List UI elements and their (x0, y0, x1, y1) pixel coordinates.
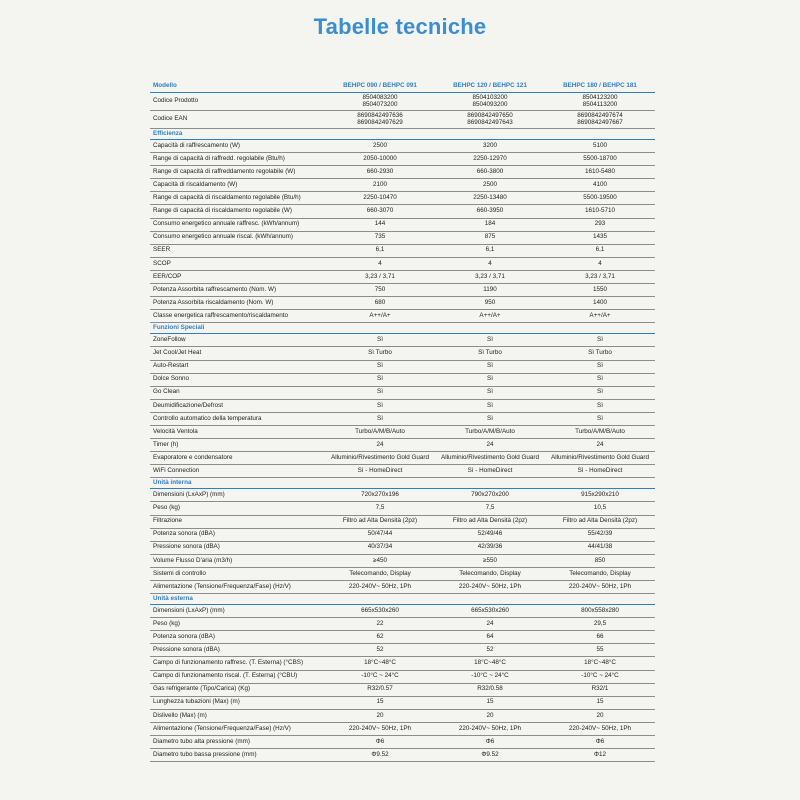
table-row (150, 567, 655, 580)
value-line: 8504123200 (582, 93, 618, 101)
row-value-model-2 (435, 111, 545, 129)
table-row (150, 310, 655, 323)
row-value-model-2: 18°C~48°C (435, 657, 545, 670)
row-label: Alimentazione (Tensione/Frequenza/Fase) (Hz/V) (150, 722, 325, 735)
row-label: Jet Cool/Jet Heat (150, 347, 325, 360)
row-value-model-1: -10°C ~ 24°C (325, 670, 435, 683)
row-label: WiFi Connection (150, 465, 325, 478)
row-value-model-3: 4 (545, 257, 655, 270)
row-value-model-3: A++/A+ (545, 310, 655, 323)
row-value-model-1: 2050-10000 (325, 153, 435, 166)
row-value-model-1: 3,23 / 3,71 (325, 270, 435, 283)
row-value-model-3: 1610-5480 (545, 166, 655, 179)
row-value-model-2: Sì - HomeDirect (435, 465, 545, 478)
table-row (150, 360, 655, 373)
row-value-model-2: 2250-13480 (435, 192, 545, 205)
row-value-model-2: 665x530x260 (435, 605, 545, 618)
row-value-model-2: 42/39/36 (435, 541, 545, 554)
row-value-model-2: 6,1 (435, 244, 545, 257)
row-label: Filtrazione (150, 515, 325, 528)
table-row (150, 618, 655, 631)
row-value-model-2: 7,5 (435, 502, 545, 515)
section-title: Funzioni Speciali (150, 323, 655, 334)
table-row (150, 111, 655, 129)
row-value-model-1: Alluminio/Rivestimento Gold Guard (325, 452, 435, 465)
section-header (150, 323, 655, 334)
table-row (150, 631, 655, 644)
row-value-model-2: 875 (435, 231, 545, 244)
row-label: Capacità di raffrescamento (W) (150, 140, 325, 153)
row-value-model-2: 2500 (435, 179, 545, 192)
row-value-model-1: Sì (325, 386, 435, 399)
row-value-model-2: R32/0.58 (435, 683, 545, 696)
row-value-model-3: 800x558x280 (545, 605, 655, 618)
table-row (150, 284, 655, 297)
column-header-model-3: BEHPC 180 / BEHPC 181 (545, 80, 655, 93)
row-value-model-1: ≥450 (325, 554, 435, 567)
table-row (150, 179, 655, 192)
row-value-model-1: Telecomando, Display (325, 567, 435, 580)
row-value-model-2: Sì (435, 399, 545, 412)
column-header-model-2: BEHPC 120 / BEHPC 121 (435, 80, 545, 93)
row-value-model-1: 735 (325, 231, 435, 244)
row-value-model-2: 660-3950 (435, 205, 545, 218)
row-value-model-1: 40/37/34 (325, 541, 435, 554)
value-line: 8504073200 (362, 100, 398, 108)
row-value-model-1: Sì Turbo (325, 347, 435, 360)
row-label: Codice EAN (150, 111, 325, 129)
row-value-model-2: 950 (435, 297, 545, 310)
row-label: Auto-Restart (150, 360, 325, 373)
row-label: Diametro tubo alta pressione (mm) (150, 736, 325, 749)
value-line: 8690842497674 (577, 111, 623, 119)
table-row (150, 644, 655, 657)
row-value-model-3: 220-240V~ 50Hz, 1Ph (545, 581, 655, 594)
row-value-model-1: 720x270x196 (325, 489, 435, 502)
row-value-model-2: Sì (435, 360, 545, 373)
row-value-model-1: 750 (325, 284, 435, 297)
column-header-model: Modello (150, 80, 325, 93)
row-value-model-3: Φ12 (545, 749, 655, 762)
table-row (150, 297, 655, 310)
table-row (150, 722, 655, 735)
row-label: Dimensioni (LxAxP) (mm) (150, 489, 325, 502)
row-value-model-3: 5500-18700 (545, 153, 655, 166)
row-value-model-3: Sì - HomeDirect (545, 465, 655, 478)
row-value-model-2: 660-3800 (435, 166, 545, 179)
row-value-model-1: Filtro ad Alta Densità (2pz) (325, 515, 435, 528)
row-value-model-3: 20 (545, 709, 655, 722)
value-line: 8690842497636 (357, 111, 403, 119)
row-value-model-2: Φ6 (435, 736, 545, 749)
row-label: Pressione sonora (dBA) (150, 541, 325, 554)
row-label: Campo di funzionamento riscal. (T. Esterna) (°CBU) (150, 670, 325, 683)
row-value-model-3: 1610-5710 (545, 205, 655, 218)
row-value-model-3: Sì (545, 334, 655, 347)
row-value-model-3 (545, 93, 655, 111)
row-value-model-2: 220-240V~ 50Hz, 1Ph (435, 722, 545, 735)
value-line: 8504103200 (472, 93, 508, 101)
row-value-model-2: 2250-12970 (435, 153, 545, 166)
value-line: 8504093200 (472, 100, 508, 108)
value-line: 8690842497667 (577, 118, 623, 126)
row-label: Go Clean (150, 386, 325, 399)
row-value-model-2: Telecomando, Display (435, 567, 545, 580)
table-row (150, 192, 655, 205)
table-row (150, 205, 655, 218)
section-title: Unità interna (150, 478, 655, 489)
table-row (150, 528, 655, 541)
table-row (150, 257, 655, 270)
row-value-model-1: Sì (325, 399, 435, 412)
row-value-model-3: 66 (545, 631, 655, 644)
row-value-model-2: Sì (435, 334, 545, 347)
row-label: Timer (h) (150, 439, 325, 452)
table-row (150, 412, 655, 425)
row-value-model-2: Sì Turbo (435, 347, 545, 360)
page-title: Tabelle tecniche (313, 14, 487, 39)
section-header (150, 594, 655, 605)
row-value-model-1: R32/0.57 (325, 683, 435, 696)
row-value-model-1: Turbo/A/M/B/Auto (325, 425, 435, 438)
row-value-model-1: Sì (325, 373, 435, 386)
row-value-model-3: R32/1 (545, 683, 655, 696)
table-row (150, 386, 655, 399)
spec-table (150, 80, 655, 762)
row-label: Deumidificazione/Defrost (150, 399, 325, 412)
row-value-model-1: 7,5 (325, 502, 435, 515)
row-value-model-3: 55/42/39 (545, 528, 655, 541)
row-label: Velocità Ventola (150, 425, 325, 438)
row-value-model-3: 55 (545, 644, 655, 657)
section-header (150, 478, 655, 489)
spec-table-body (150, 93, 655, 762)
table-row (150, 439, 655, 452)
row-value-model-1: 2250-10470 (325, 192, 435, 205)
row-value-model-1: 660-2930 (325, 166, 435, 179)
row-label: Evaporatore e condensatore (150, 452, 325, 465)
row-value-model-2: 64 (435, 631, 545, 644)
row-value-model-1: 15 (325, 696, 435, 709)
row-label: Range di capacità di riscaldamento regolabile (W) (150, 205, 325, 218)
value-line: 8690842497650 (467, 111, 513, 119)
table-row (150, 696, 655, 709)
row-value-model-3: 4100 (545, 179, 655, 192)
row-label: Range di capacità di raffreddamento regolabile (W) (150, 166, 325, 179)
row-value-model-2: 220-240V~ 50Hz, 1Ph (435, 581, 545, 594)
section-title: Unità esterna (150, 594, 655, 605)
row-value-model-2: Filtro ad Alta Densità (2pz) (435, 515, 545, 528)
row-value-model-3: 5100 (545, 140, 655, 153)
row-label: Dislivello (Max) (m) (150, 709, 325, 722)
row-value-model-2 (435, 93, 545, 111)
section-title: Efficienza (150, 129, 655, 140)
table-row (150, 736, 655, 749)
row-value-model-2: Φ9.52 (435, 749, 545, 762)
row-value-model-1: 660-3070 (325, 205, 435, 218)
row-value-model-3: 915x290x210 (545, 489, 655, 502)
table-row (150, 452, 655, 465)
row-label: ZoneFollow (150, 334, 325, 347)
table-row (150, 347, 655, 360)
row-value-model-3: Sì (545, 412, 655, 425)
row-value-model-1: 6,1 (325, 244, 435, 257)
row-label: Consumo energetico annuale raffresc. (kWh/annum) (150, 218, 325, 231)
row-value-model-2: Turbo/A/M/B/Auto (435, 425, 545, 438)
row-value-model-1: 22 (325, 618, 435, 631)
row-value-model-3: Sì (545, 360, 655, 373)
table-row (150, 489, 655, 502)
row-label: Potenza sonora (dBA) (150, 631, 325, 644)
row-value-model-1: 4 (325, 257, 435, 270)
row-value-model-1: 62 (325, 631, 435, 644)
table-row (150, 465, 655, 478)
row-value-model-1 (325, 111, 435, 129)
row-value-model-1: 220-240V~ 50Hz, 1Ph (325, 581, 435, 594)
row-label: Pressione sonora (dBA) (150, 644, 325, 657)
value-line: 8504083200 (362, 93, 398, 101)
table-row (150, 554, 655, 567)
row-value-model-2: ≥550 (435, 554, 545, 567)
row-value-model-2: 20 (435, 709, 545, 722)
row-value-model-2: 52 (435, 644, 545, 657)
row-label: Sistemi di controllo (150, 567, 325, 580)
row-value-model-3: 1400 (545, 297, 655, 310)
row-label: SCOP (150, 257, 325, 270)
table-row (150, 231, 655, 244)
row-value-model-3: 18°C~48°C (545, 657, 655, 670)
row-label: Codice Prodotto (150, 93, 325, 111)
row-value-model-1: 220-240V~ 50Hz, 1Ph (325, 722, 435, 735)
row-value-model-3: Alluminio/Rivestimento Gold Guard (545, 452, 655, 465)
row-label: Classe energetica raffrescamento/riscaldamento (150, 310, 325, 323)
row-label: Campo di funzionamento raffresc. (T. Esterna) (°CBS) (150, 657, 325, 670)
row-value-model-1: 2100 (325, 179, 435, 192)
row-value-model-2: Sì (435, 373, 545, 386)
row-value-model-1: Φ9.52 (325, 749, 435, 762)
row-value-model-3: Sì (545, 386, 655, 399)
row-value-model-3: 6,1 (545, 244, 655, 257)
row-label: Peso (kg) (150, 618, 325, 631)
row-value-model-1: Sì (325, 334, 435, 347)
row-label: Diametro tubo bassa pressione (mm) (150, 749, 325, 762)
section-header (150, 129, 655, 140)
row-value-model-1: 144 (325, 218, 435, 231)
row-label: Consumo energetico annuale riscal. (kWh/annum) (150, 231, 325, 244)
row-value-model-1: 52 (325, 644, 435, 657)
table-row (150, 270, 655, 283)
row-value-model-3: Filtro ad Alta Densità (2pz) (545, 515, 655, 528)
row-label: Gas refrigerante (Tipo/Carica) (Kg) (150, 683, 325, 696)
table-row (150, 515, 655, 528)
row-value-model-3 (545, 111, 655, 129)
row-label: SEER (150, 244, 325, 257)
row-value-model-1: 18°C~48°C (325, 657, 435, 670)
table-header-row (150, 80, 655, 93)
row-value-model-1: A++/A+ (325, 310, 435, 323)
row-label: Range di capacità di raffredd. regolabile (Btu/h) (150, 153, 325, 166)
table-row (150, 218, 655, 231)
row-value-model-1: 680 (325, 297, 435, 310)
row-label: Controllo automatico della temperatura (150, 412, 325, 425)
row-value-model-2: 15 (435, 696, 545, 709)
row-label: Lunghezza tubazioni (Max) (m) (150, 696, 325, 709)
row-value-model-1 (325, 93, 435, 111)
row-value-model-3: Sì (545, 373, 655, 386)
row-value-model-2: 1190 (435, 284, 545, 297)
row-value-model-3: 1435 (545, 231, 655, 244)
row-value-model-1: 665x530x260 (325, 605, 435, 618)
row-value-model-3: 5500-19500 (545, 192, 655, 205)
row-value-model-3: Turbo/A/M/B/Auto (545, 425, 655, 438)
row-value-model-2: -10°C ~ 24°C (435, 670, 545, 683)
row-value-model-3: 15 (545, 696, 655, 709)
table-row (150, 541, 655, 554)
value-line: 8690842497643 (467, 118, 513, 126)
row-value-model-2: A++/A+ (435, 310, 545, 323)
table-row (150, 425, 655, 438)
table-row (150, 373, 655, 386)
table-row (150, 605, 655, 618)
row-label: Dolce Sonno (150, 373, 325, 386)
row-label: Alimentazione (Tensione/Frequenza/Fase) (Hz/V) (150, 581, 325, 594)
table-row (150, 399, 655, 412)
table-row (150, 749, 655, 762)
row-value-model-3: 3,23 / 3,71 (545, 270, 655, 283)
row-value-model-3: Telecomando, Display (545, 567, 655, 580)
table-row (150, 683, 655, 696)
row-value-model-3: 44/41/38 (545, 541, 655, 554)
row-value-model-1: Sì (325, 360, 435, 373)
row-value-model-2: 3200 (435, 140, 545, 153)
row-label: Potenza sonora (dBA) (150, 528, 325, 541)
table-row (150, 670, 655, 683)
row-value-model-1: Sì - HomeDirect (325, 465, 435, 478)
row-value-model-1: Sì (325, 412, 435, 425)
value-line: 8690842497629 (357, 118, 403, 126)
row-value-model-2: 52/49/46 (435, 528, 545, 541)
table-row (150, 334, 655, 347)
table-row (150, 166, 655, 179)
row-value-model-3: 10,5 (545, 502, 655, 515)
row-label: Dimensioni (LxAxP) (mm) (150, 605, 325, 618)
row-value-model-3: -10°C ~ 24°C (545, 670, 655, 683)
row-value-model-1: 24 (325, 439, 435, 452)
row-value-model-3: 850 (545, 554, 655, 567)
table-row (150, 709, 655, 722)
row-value-model-3: 1550 (545, 284, 655, 297)
row-value-model-3: 29,5 (545, 618, 655, 631)
row-value-model-2: Sì (435, 412, 545, 425)
row-label: Potenza Assorbita raffrescamento (Nom. W) (150, 284, 325, 297)
row-value-model-3: Sì (545, 399, 655, 412)
row-value-model-3: 24 (545, 439, 655, 452)
table-row (150, 93, 655, 111)
row-label: Range di capacità di riscaldamento regolabile (Btu/h) (150, 192, 325, 205)
row-value-model-3: Φ6 (545, 736, 655, 749)
row-value-model-2: 790x270x200 (435, 489, 545, 502)
table-row (150, 153, 655, 166)
row-value-model-2: 24 (435, 439, 545, 452)
row-value-model-3: 220-240V~ 50Hz, 1Ph (545, 722, 655, 735)
table-row (150, 581, 655, 594)
row-value-model-1: Φ6 (325, 736, 435, 749)
column-header-model-1: BEHPC 090 / BEHPC 091 (325, 80, 435, 93)
row-value-model-3: 293 (545, 218, 655, 231)
table-row (150, 502, 655, 515)
row-value-model-2: 24 (435, 618, 545, 631)
table-row (150, 140, 655, 153)
row-value-model-2: 3,23 / 3,71 (435, 270, 545, 283)
row-label: Capacità di riscaldamento (W) (150, 179, 325, 192)
row-label: Peso (kg) (150, 502, 325, 515)
row-value-model-2: Alluminio/Rivestimento Gold Guard (435, 452, 545, 465)
row-value-model-2: Sì (435, 386, 545, 399)
table-row (150, 244, 655, 257)
row-value-model-3: Sì Turbo (545, 347, 655, 360)
table-row (150, 657, 655, 670)
value-line: 8504113200 (582, 100, 618, 108)
row-value-model-1: 50/47/44 (325, 528, 435, 541)
row-label: Volume Flusso D'aria (m3/h) (150, 554, 325, 567)
row-value-model-2: 4 (435, 257, 545, 270)
row-value-model-2: 184 (435, 218, 545, 231)
row-value-model-1: 20 (325, 709, 435, 722)
row-label: EER/COP (150, 270, 325, 283)
row-value-model-1: 2500 (325, 140, 435, 153)
row-label: Potenza Assorbita riscaldamento (Nom. W) (150, 297, 325, 310)
